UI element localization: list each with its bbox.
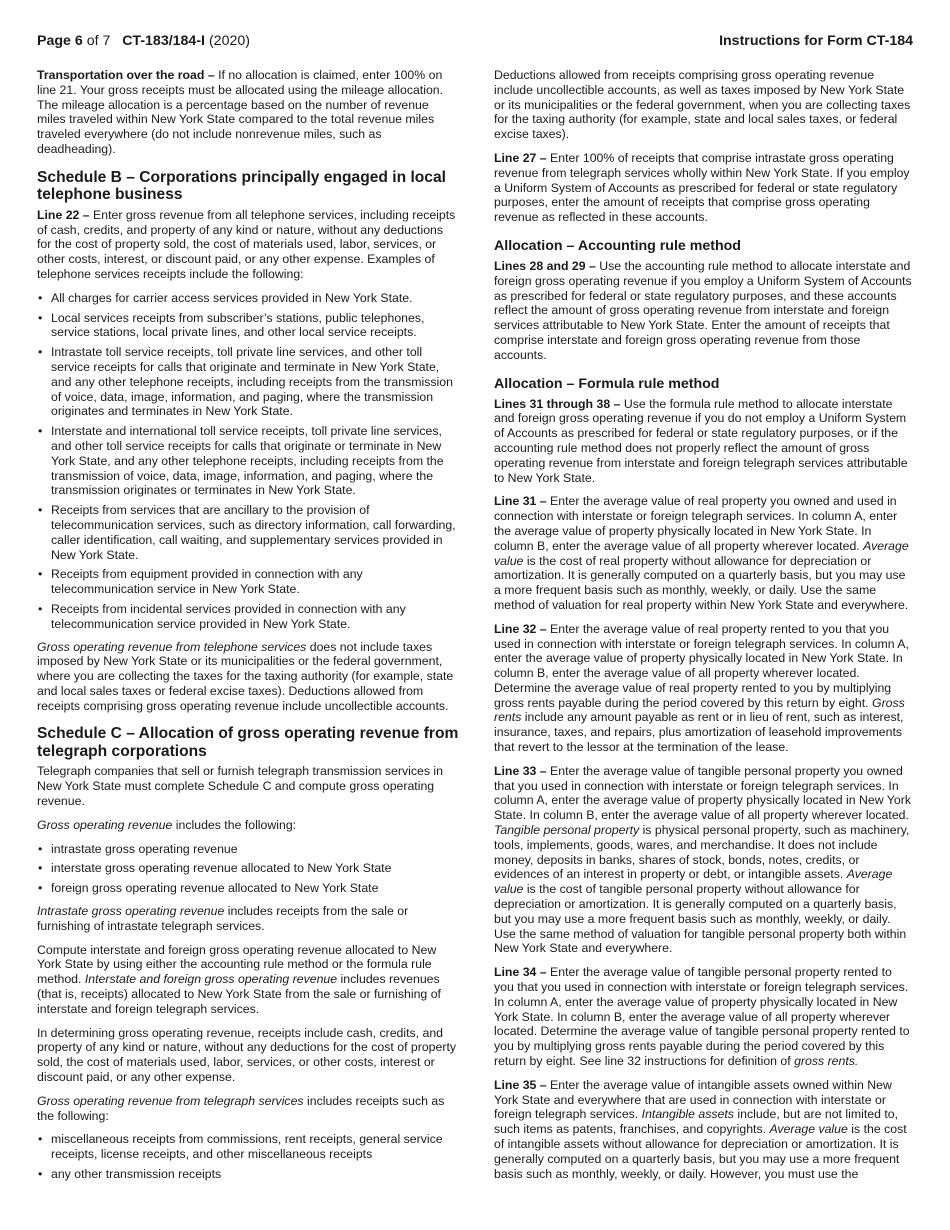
line-31-paragraph: Line 31 – Enter the average value of real property you owned and used in connection with interstate or foreign telegraph services. In column A, enter the average value of property physically located in New York State. In column B, enter the average value of all property wherever located. Average value is the cost of real property without allowance for depreciation or amortization. It is generally computed on a quarterly basis, but you may use a more frequent basis such as monthly, weekly, or daily. Use the same method of valuation for real property within New York State and everywhere. (494, 494, 909, 612)
left-column (37, 68, 460, 1190)
list-item: • All charges for carrier access services provided in New York State. (37, 291, 460, 306)
page-number: Page 6 of 7 CT-183/184-I (2020) (37, 33, 250, 49)
line-27-paragraph: Line 27 – Enter 100% of receipts that comprise intrastate gross operating revenue from telegraph services wholly within New York State. If you employ a Uniform System of Accounts as prescribed for federal or state regulatory purposes, enter the amount of receipts that comprise gross operating revenue as reflected in these accounts. (494, 150, 910, 225)
page-header (37, 34, 913, 54)
transport-paragraph: Transportation over the road – If no allocation is claimed, enter 100% on line 21. Your gross receipts must be allocated using the mileage allocation. The mileage allocation is a percentage based on the number of revenue miles traveled within New York State compared to the total revenue miles traveled everywhere (do not include nonrevenue miles, such as deadheading). (37, 68, 444, 156)
list-item: • Receipts from services that are ancillary to the provision of telecommunication services, such as directory information, call forwarding, caller identification, call waiting, and supplementary services provided in New York State. (37, 503, 460, 562)
intrastate-paragraph: Intrastate gross operating revenue includes receipts from the sale or furnishing of intrastate telegraph services. (37, 904, 409, 933)
line-32-paragraph: Line 32 – Enter the average value of real property rented to you that you used in connection with interstate or foreign telegraph services. In column A, enter the average value of property physically located in New York State. In column B, enter the average value of all property wherever located. Determine the average value of real property rented to you by multiplying gross rents payable during the period covered by this return by eight. Gross rents include any amount payable as rent or in lieu of rent, such as interest, insurance, taxes, and repairs, plus amortization of leasehold improvements that revert to the lessor at the termination of the lease. (494, 621, 909, 755)
list-item: • miscellaneous receipts from commissions, rent receipts, general service receipts, license receipts, and other miscellaneous receipts (37, 1132, 460, 1162)
list-item: • interstate gross operating revenue allocated to New York State (37, 861, 460, 876)
determining-paragraph: In determining gross operating revenue, receipts include cash, credits, and property of any kind or nature, without any deductions for the cost of property sold, the cost of materials used, labor, services, or other costs, interest or discount paid, or any other expense. (37, 1025, 457, 1085)
schedule-b-heading: Schedule B – Corporations principally engaged in local telephone business (37, 168, 446, 204)
list-item: • Receipts from equipment provided in connection with any telecommunication service in New York State. (37, 567, 460, 597)
accounting-rule-heading: Allocation – Accounting rule method (494, 237, 741, 254)
lines-31-38-paragraph: Lines 31 through 38 – Use the formula rule method to allocate interstate and foreign gross operating revenue if you do not employ a Uniform System of Accounts as prescribed for federal or state regulatory purposes, or if the accounting rule method does not properly reflect the amount of gross operating revenue from interstate and foreign telegraph services attributable to New York State. (494, 396, 908, 485)
list-item: • intrastate gross operating revenue (37, 842, 460, 857)
list-item: • Receipts from incidental services provided in connection with any telecommunication service provided in New York State. (37, 602, 460, 632)
deductions-paragraph: Deductions allowed from receipts comprising gross operating revenue include uncollectible accounts, as well as taxes imposed by New York State or its municipalities or the federal government, when you are collecting taxes for the taxing authority (for example, state and local sales taxes, or federal excise taxes). (494, 68, 911, 142)
compute-paragraph: Compute interstate and foreign gross operating revenue allocated to New York State by using either the accounting rule method or the formula rule method. Interstate and foreign gross operating revenue includes revenues (that is, receipts) allocated to New York State from the sale or furnishing of interstate and foreign telegraph services. (37, 942, 441, 1016)
list-item: • Intrastate toll service receipts, toll private line services, and other toll service receipts for calls that originate and terminate in New York State, and any other telephone receipts, including receipts from the transmission of voice, data, image, information, and paging, where the transmission originates and terminates in New York State. (37, 345, 460, 419)
line-22-paragraph: Line 22 – Enter gross revenue from all telephone services, including receipts of cash, credits, and property of any kind or nature, without any deductions for the cost of property sold, the cost of materials used, labor, services, or other costs, interest, or discount paid, or any other expense. Examples of telephone services receipts include the following: (37, 207, 456, 281)
line-35-paragraph: Line 35 – Enter the average value of intangible assets owned within New York State and everywhere that are used in connection with interstate or foreign telegraph services. Intangible assets include, but are not limited to, such items as patents, franchises, and copyrights. Average value is the cost of intangible assets without allowance for depreciation or amortization. It is generally computed on a quarterly basis, but you may use a more frequent basis such as monthly, weekly, or daily. However, you must use the (494, 1077, 907, 1181)
list-item: • Local services receipts from subscriber’s stations, public telephones, service stations, local private lines, and other local service receipts. (37, 311, 460, 341)
gor-paragraph: Gross operating revenue includes the following: (37, 817, 297, 832)
line-34-paragraph: Line 34 – Enter the average value of tangible personal property rented to you that you used in connection with interstate or foreign telegraph services. In column A, enter the average value of property physically located in New York State. In column B, enter the average value of all property wherever located. Determine the average value of tangible personal property rented to you by multiplying gross rents payable during the period covered by this return by eight. See line 32 instructions for definition of gross rents. (494, 965, 910, 1069)
formula-rule-heading: Allocation – Formula rule method (494, 375, 720, 392)
form-number: CT-183/184-I (122, 33, 205, 49)
gor-telephone-paragraph: Gross operating revenue from telephone services does not include taxes imposed by New York State or its municipalities or the federal government, where you are collecting the taxes for the taxing authority (for example, state and local sales taxes or federal excise taxes). Deductions allowed from receipts comprising gross operating revenue include uncollectible accounts. (37, 639, 454, 713)
gor-list (37, 842, 460, 896)
document-title: Instructions for Form CT-184 (719, 33, 913, 49)
gor-telegraph-paragraph: Gross operating revenue from telegraph services includes receipts such as the following: (37, 1093, 445, 1123)
telephone-receipts-list (37, 291, 460, 632)
telegraph-intro-paragraph: Telegraph companies that sell or furnish telegraph transmission services in New York State must complete Schedule C and compute gross operating revenue. (37, 764, 443, 809)
lines-28-29-paragraph: Lines 28 and 29 – Use the accounting rule method to allocate interstate and foreign gross operating revenue if you employ a Uniform System of Accounts as prescribed for federal or state regulatory purposes, and these accounts reflect the amount of gross operating revenue from interstate and foreign services attributable to New York State. Enter the amount of receipts that comprise interstate and foreign gross operating revenue from those accounts. (494, 258, 912, 362)
right-column (494, 68, 914, 1190)
line-33-paragraph: Line 33 – Enter the average value of tangible personal property you owned that you used in connection with interstate or foreign telegraph services. In column A, enter the average value of property physically located in New York State. In column B, enter the average value of all property wherever located. Tangible personal property is physical personal property, such as machinery, tools, implements, goods, wares, and merchandise. It does not include money, deposits in banks, shares of stock, bonds, notes, credits, or evidences of an interest in property or debt, or intangible assets. Average value is the cost of tangible personal property without allowance for depreciation or amortization. It is generally computed on a quarterly basis, but you may use a more frequent basis such as monthly, weekly, or daily. Use the same method of valuation for tangible personal property both within New York State and everywhere. (494, 763, 911, 956)
list-item: • foreign gross operating revenue allocated to New York State (37, 881, 460, 896)
list-item: • any other transmission receipts (37, 1167, 460, 1182)
telegraph-receipts-list (37, 1132, 460, 1181)
schedule-c-heading: Schedule C – Allocation of gross operating revenue from telegraph corporations (37, 725, 459, 760)
list-item: • Interstate and international toll service receipts, toll private line services, and other toll service receipts for calls that originate or terminate in New York State, and any other telephone receipts, including receipts from the transmission of voice, data, image, information, and paging, where the transmission originates or terminates in New York State. (37, 424, 460, 498)
